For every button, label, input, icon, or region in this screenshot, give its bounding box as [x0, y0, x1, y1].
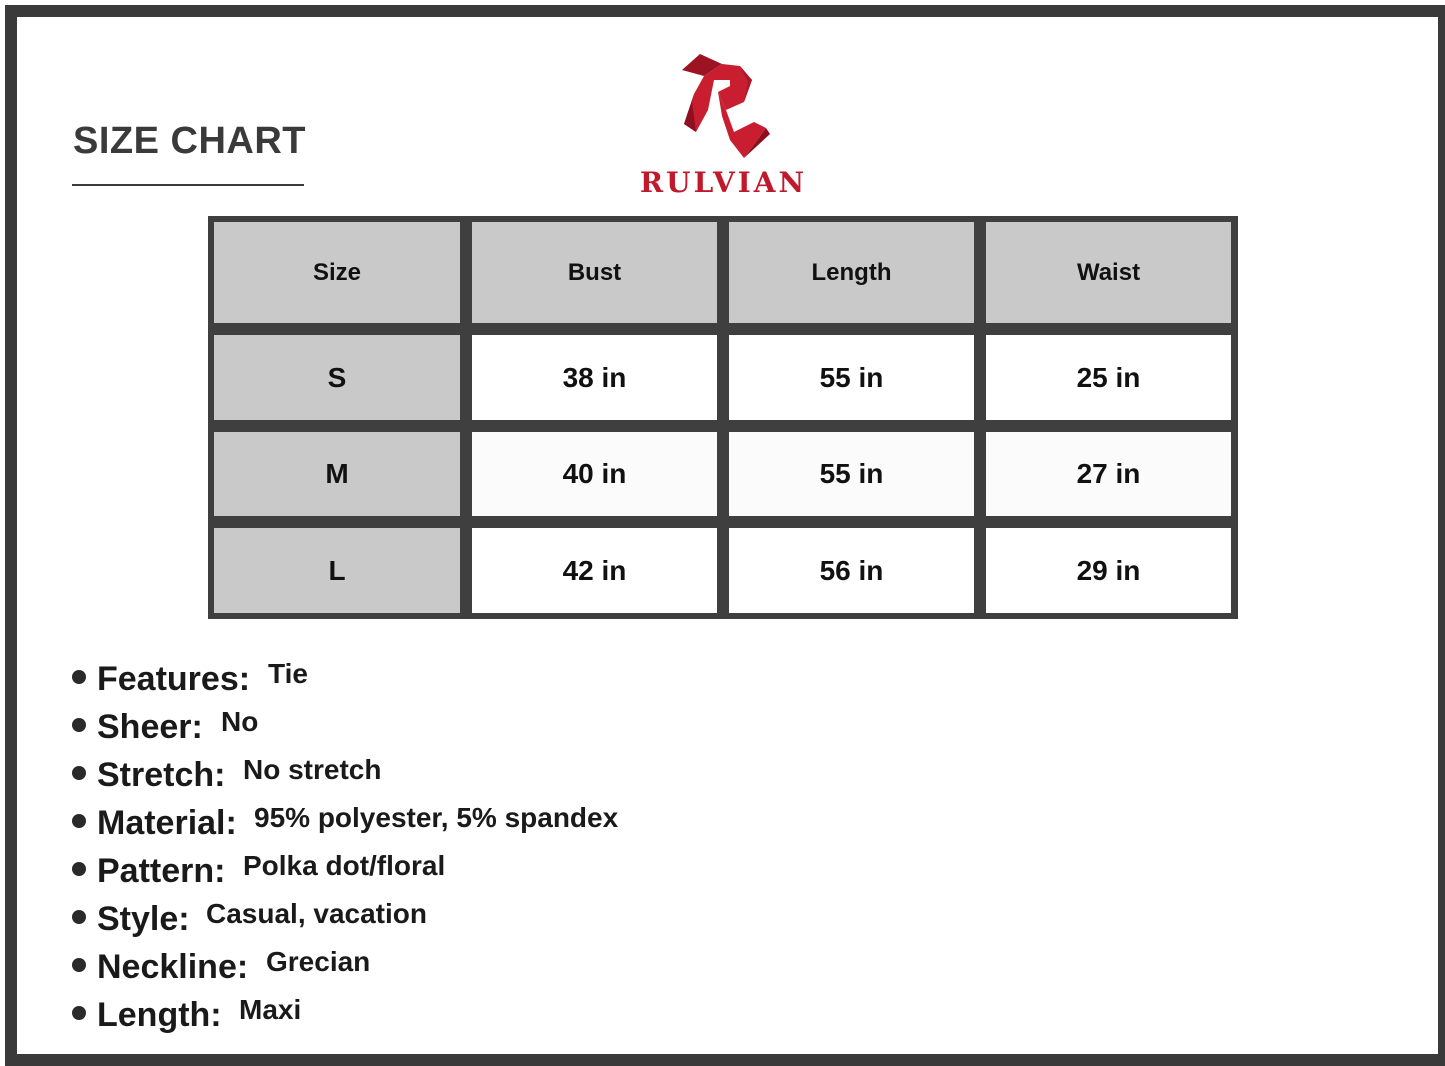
spec-value: Casual, vacation — [206, 898, 427, 929]
row-s-bust: 38 in — [472, 335, 717, 420]
row-m-size: M — [214, 432, 460, 516]
spec-value: Grecian — [266, 946, 371, 977]
spec-style — [72, 894, 872, 942]
spec-value: No stretch — [243, 754, 382, 785]
spec-value: No — [221, 706, 259, 737]
spec-neckline — [72, 942, 872, 990]
bullet-icon — [72, 910, 86, 924]
brand-name: RULVIAN — [639, 166, 808, 199]
bullet-icon — [72, 958, 86, 972]
bullet-icon — [72, 1006, 86, 1020]
row-m-bust: 40 in — [472, 432, 717, 516]
row-l-waist: 29 in — [986, 528, 1231, 613]
page-title: SIZE CHART — [73, 120, 306, 162]
bullet-icon — [72, 862, 86, 876]
spec-value: 95% polyester, 5% spandex — [254, 802, 619, 833]
spec-label: Material: — [97, 804, 237, 842]
rulvian-r-logo-icon — [674, 52, 774, 162]
row-m-waist: 27 in — [986, 432, 1231, 516]
title-underline — [72, 184, 304, 186]
header-waist: Waist — [986, 222, 1231, 323]
spec-features — [72, 654, 872, 702]
spec-length — [72, 990, 872, 1038]
row-l-length: 56 in — [729, 528, 974, 613]
bullet-icon — [72, 766, 86, 780]
spec-pattern — [72, 846, 872, 894]
row-s-length: 55 in — [729, 335, 974, 420]
spec-stretch — [72, 750, 872, 798]
spec-label: Sheer: — [97, 708, 203, 746]
row-s-size: S — [214, 335, 460, 420]
row-m-length: 55 in — [729, 432, 974, 516]
brand-logo — [626, 52, 821, 200]
header-length: Length — [729, 222, 974, 323]
spec-sheer — [72, 702, 872, 750]
spec-label: Neckline: — [97, 948, 249, 986]
spec-value: Maxi — [239, 994, 302, 1025]
spec-label: Features: — [97, 660, 251, 698]
spec-label: Pattern: — [97, 852, 226, 890]
spec-value: Polka dot/floral — [243, 850, 446, 881]
product-specs-list — [72, 654, 872, 1038]
row-l-bust: 42 in — [472, 528, 717, 613]
row-s-waist: 25 in — [986, 335, 1231, 420]
spec-label: Length: — [97, 996, 222, 1034]
row-l-size: L — [214, 528, 460, 613]
bullet-icon — [72, 814, 86, 828]
header-size: Size — [214, 222, 460, 323]
spec-label: Stretch: — [97, 756, 226, 794]
spec-material — [72, 798, 872, 846]
spec-value: Tie — [268, 658, 308, 689]
spec-label: Style: — [97, 900, 190, 938]
bullet-icon — [72, 670, 86, 684]
size-table — [208, 216, 1238, 619]
bullet-icon — [72, 718, 86, 732]
header-bust: Bust — [472, 222, 717, 323]
